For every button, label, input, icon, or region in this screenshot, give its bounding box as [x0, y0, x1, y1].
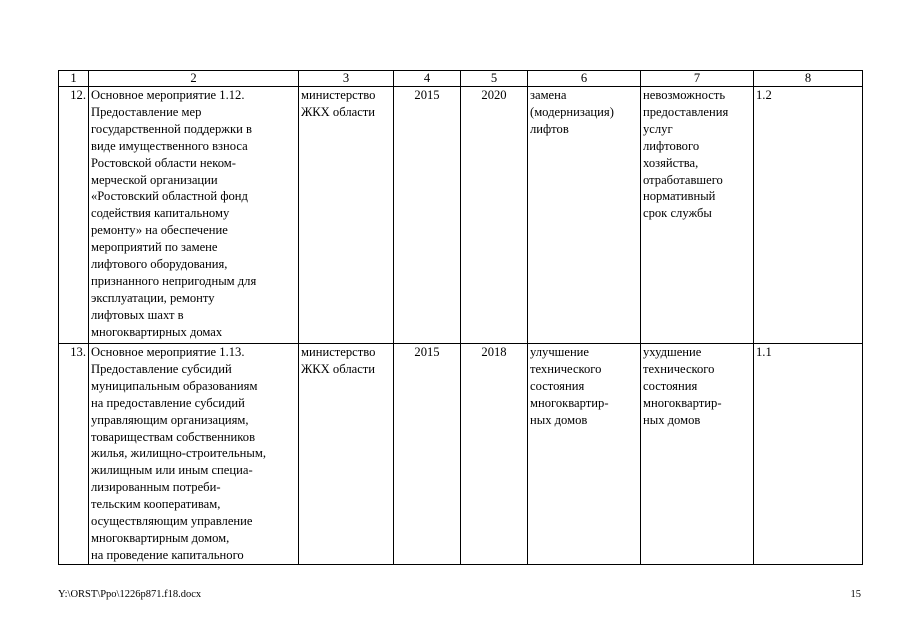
event-line: эксплуатации, ремонту: [91, 290, 215, 305]
link-cell: 1.2: [754, 87, 863, 344]
event-line: тельским кооперативам,: [91, 497, 221, 512]
event-line: ремонту» на обеспечение: [91, 223, 228, 238]
header-cell: 8: [754, 71, 863, 87]
consequences-line: срок службы: [643, 206, 712, 221]
event-line: Предоставление субсидий: [91, 361, 232, 376]
event-line: на предоставление субсидий: [91, 395, 245, 410]
event-line: «Ростовский областной фонд: [91, 189, 248, 204]
event-line: на проведение капитального: [91, 547, 244, 562]
event-line: товариществам собственников: [91, 429, 256, 444]
header-cell: 1: [59, 71, 89, 87]
executor-line: ЖКХ области: [301, 104, 376, 119]
result-line: улучшение: [530, 345, 590, 359]
row-number: 12.: [59, 87, 89, 344]
result-cell: [528, 344, 641, 565]
consequences-line: многоквартир-: [643, 395, 722, 410]
header-cell: 5: [461, 71, 528, 87]
header-cell: 6: [528, 71, 641, 87]
header-cell: 2: [89, 71, 299, 87]
consequences-line: отработавшего: [643, 172, 723, 187]
result-line: замена: [530, 88, 567, 102]
event-line: жилья, жилищно-строительным,: [91, 446, 266, 461]
row-number: 13.: [59, 344, 89, 565]
event-line: лифтовых шахт в: [91, 307, 184, 322]
header-cell: 7: [641, 71, 754, 87]
header-cell: 3: [299, 71, 394, 87]
event-cell: [89, 87, 299, 344]
header-row: [59, 71, 863, 87]
result-cell: [528, 87, 641, 344]
link-cell: 1.1: [754, 344, 863, 565]
event-line: осуществляющим управление: [91, 514, 253, 529]
footer-file-path: Y:\ORST\Ppo\1226p871.f18.docx: [58, 589, 202, 600]
event-line: мерческой организации: [91, 172, 218, 187]
event-line: признанного непригодным для: [91, 273, 257, 288]
consequences-line: хозяйства,: [643, 155, 699, 170]
event-line: содействия капитальному: [91, 206, 230, 221]
event-cell: [89, 344, 299, 565]
executor-cell: [299, 344, 394, 565]
event-line: многоквартирных домах: [91, 324, 223, 339]
executor-line: министерство: [301, 88, 376, 102]
event-line: виде имущественного взноса: [91, 138, 248, 153]
measures-table: [58, 70, 863, 565]
consequences-line: состояния: [643, 378, 698, 393]
executor-line: ЖКХ области: [301, 361, 376, 376]
event-line: Основное мероприятие 1.12.: [91, 88, 245, 102]
result-line: ных домов: [530, 412, 588, 427]
event-line: Предоставление мер: [91, 104, 202, 119]
table-row: [59, 344, 863, 565]
consequences-line: ных домов: [643, 412, 701, 427]
consequences-cell: [641, 344, 754, 565]
event-line: муниципальным образованиям: [91, 378, 258, 393]
consequences-line: предоставления: [643, 104, 729, 119]
header-cell: 4: [394, 71, 461, 87]
result-line: состояния: [530, 378, 585, 393]
event-line: жилищным или иным специа-: [91, 463, 253, 478]
event-line: мероприятий по замене: [91, 240, 218, 255]
consequences-line: услуг: [643, 121, 673, 136]
result-line: (модернизация): [530, 104, 614, 119]
event-line: Основное мероприятие 1.13.: [91, 345, 245, 359]
end-year-cell: 2020: [461, 87, 528, 344]
start-year-cell: 2015: [394, 344, 461, 565]
end-year-cell: 2018: [461, 344, 528, 565]
consequences-line: нормативный: [643, 189, 716, 204]
event-line: лизированным потреби-: [91, 480, 221, 495]
event-line: государственной поддержки в: [91, 121, 252, 136]
event-line: управляющим организациям,: [91, 412, 249, 427]
event-line: лифтового оборудования,: [91, 257, 228, 272]
executor-cell: [299, 87, 394, 344]
consequences-line: ухудшение: [643, 345, 702, 359]
result-line: многоквартир-: [530, 395, 609, 410]
table-row: [59, 87, 863, 344]
consequences-line: технического: [643, 361, 715, 376]
consequences-line: лифтового: [643, 138, 700, 153]
start-year-cell: 2015: [394, 87, 461, 344]
result-line: технического: [530, 361, 602, 376]
consequences-cell: [641, 87, 754, 344]
executor-line: министерство: [301, 345, 376, 359]
event-line: многоквартирным домом,: [91, 530, 230, 545]
page-number: 15: [850, 589, 861, 600]
result-line: лифтов: [530, 121, 569, 136]
event-line: Ростовской области неком-: [91, 155, 236, 170]
consequences-line: невозможность: [643, 88, 726, 102]
